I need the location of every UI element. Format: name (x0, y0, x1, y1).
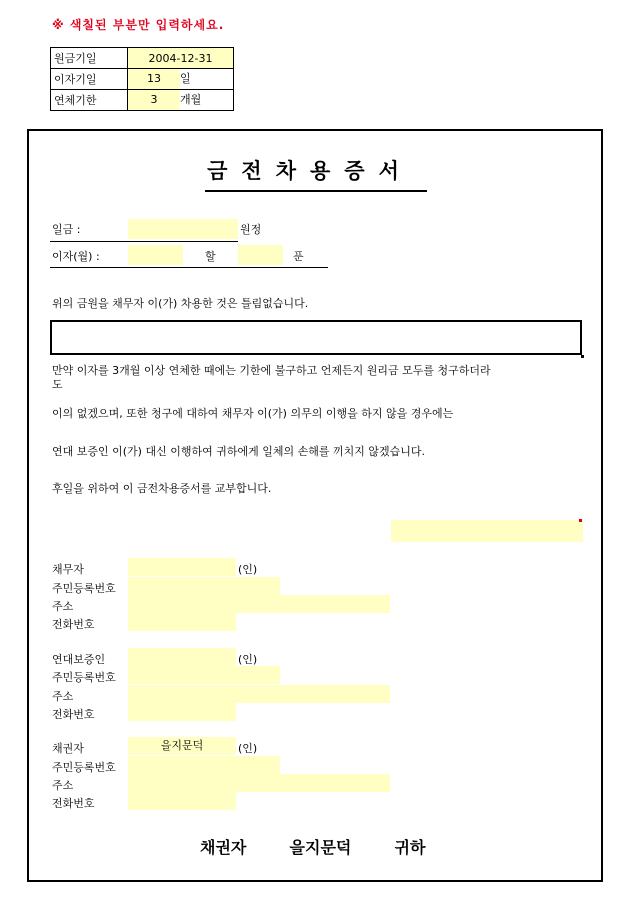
debtor-name-input[interactable] (128, 558, 236, 576)
creditor-phone-input[interactable] (128, 792, 236, 810)
interest-label: 이자(월) : (52, 250, 100, 263)
interest-percent-input[interactable] (128, 245, 183, 265)
amount-label: 일금 : (52, 223, 81, 236)
debtor-address-input[interactable] (128, 595, 390, 613)
guarantor-name-input[interactable] (128, 648, 236, 666)
interest-day-unit: 일 (180, 69, 233, 89)
input-notice: ※ 색칠된 부분만 입력하세요. (52, 18, 225, 32)
addressee-line (200, 835, 425, 858)
creditor-role: 채권자 (52, 742, 84, 755)
sentence-2: 만약 이자를 3개월 이상 연체한 때에는 기한에 불구하고 언제든지 원리금 모두를 청구하더라 (52, 364, 491, 377)
overdue-value: 3 (150, 93, 158, 106)
debtor-address-label: 주소 (52, 600, 74, 613)
guarantor-seal: (인) (238, 653, 258, 666)
debtor-id-input[interactable] (128, 577, 280, 595)
creditor-address-label: 주소 (52, 779, 74, 792)
addressee-suffix: 귀하 (394, 838, 426, 857)
debtor-id-label: 주민등록번호 (52, 582, 116, 595)
addressee-name: 을지문덕 (289, 838, 352, 857)
guarantor-phone-input[interactable] (128, 703, 236, 721)
amount-underline (50, 241, 238, 242)
statement-input-box[interactable] (50, 320, 582, 355)
guarantor-phone-label: 전화번호 (52, 708, 95, 721)
guarantor-id-input[interactable] (128, 666, 280, 684)
sentence-5: 후일을 위하여 이 금전차용증서를 교부합니다. (52, 482, 272, 495)
principal-date-label: 원금기일 (51, 48, 128, 69)
title-underline (205, 190, 427, 192)
principal-date-value: 2004-12-31 (148, 51, 213, 65)
debtor-seal: (인) (238, 563, 258, 576)
comment-marker (579, 519, 582, 522)
guarantor-address-input[interactable] (128, 685, 390, 703)
debtor-role: 채무자 (52, 563, 84, 576)
debtor-phone-label: 전화번호 (52, 618, 95, 631)
sentence-3: 이의 없겠으며, 또한 청구에 대하여 채무자 이(가) 의무의 이행을 하지 않을 경우에는 (52, 407, 454, 420)
creditor-id-input[interactable] (128, 756, 280, 774)
creditor-seal: (인) (238, 742, 258, 755)
creditor-name-input[interactable]: 을지문덕 (128, 737, 236, 755)
creditor-phone-label: 전화번호 (52, 797, 95, 810)
overdue-field[interactable] (128, 90, 234, 111)
document-title: 금전차용증서 (207, 159, 413, 183)
interest-unit-1: 할 (205, 250, 216, 263)
guarantor-address-label: 주소 (52, 690, 74, 703)
sentence-2-wrap: 도 (52, 378, 63, 391)
principal-date-field[interactable] (128, 48, 234, 69)
creditor-address-input[interactable] (128, 774, 390, 792)
overdue-unit: 개월 (180, 90, 233, 110)
interest-underline (50, 267, 328, 268)
overdue-label: 연체기한 (51, 90, 128, 111)
amount-input[interactable] (128, 219, 238, 239)
guarantor-id-label: 주민등록번호 (52, 671, 116, 684)
interest-day-label: 이자기일 (51, 69, 128, 90)
interest-minor-input[interactable] (238, 245, 283, 265)
creditor-id-label: 주민등록번호 (52, 761, 116, 774)
amount-unit: 원정 (240, 223, 262, 236)
parameter-table (50, 47, 234, 111)
cell-handle (581, 355, 584, 358)
interest-day-value: 13 (147, 72, 161, 85)
debtor-phone-input[interactable] (128, 613, 236, 631)
addressee-role: 채권자 (200, 838, 247, 857)
interest-unit-2: 푼 (293, 250, 304, 263)
sentence-4: 연대 보증인 이(가) 대신 이행하여 귀하에게 일체의 손해를 끼치지 않겠습니다. (52, 445, 425, 458)
date-input[interactable] (391, 520, 583, 542)
guarantor-role: 연대보증인 (52, 653, 106, 666)
interest-day-field[interactable] (128, 69, 234, 90)
sentence-1: 위의 금원을 채무자 이(가) 차용한 것은 틀림없습니다. (52, 297, 309, 310)
